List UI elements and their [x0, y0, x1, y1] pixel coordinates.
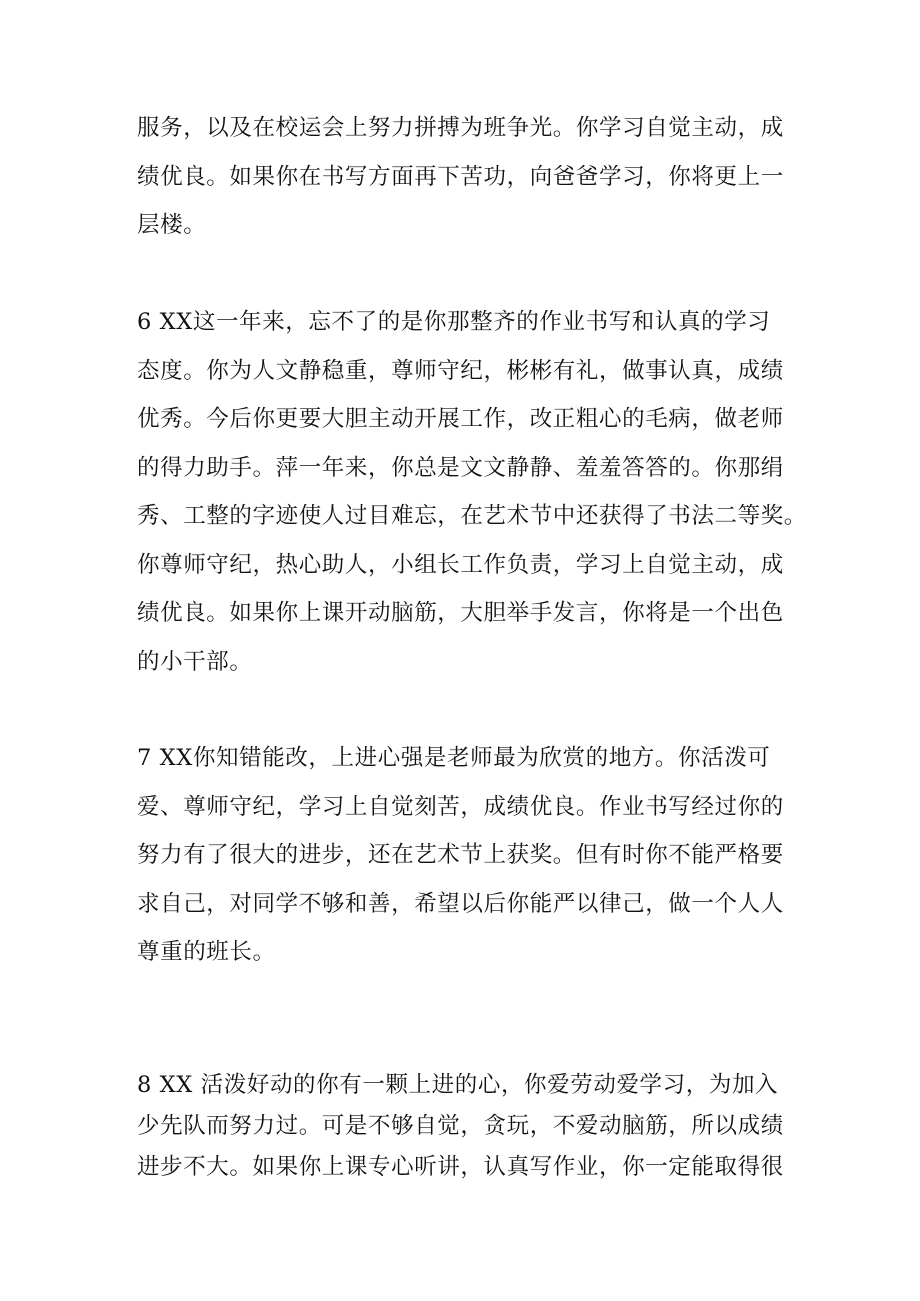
paragraph-comment-7	[137, 734, 787, 977]
paragraph-comment-6	[137, 298, 807, 686]
text-line: 绩优良。如果你上课开动脑筋，大胆举手发言，你将是一个出色	[137, 600, 784, 626]
text-line: 尊重的班长。	[137, 939, 276, 965]
text-line: 的小干部。	[137, 648, 253, 675]
text-line: 进步不大。如果你上课专心听讲，认真写作业，你一定能取得很	[137, 1154, 784, 1180]
text-line: 6 XX这一年来，忘不了的是你那整齐的作业书写和认真的学习	[137, 309, 771, 335]
text-line: 态度。你为人文静稳重，尊师守纪，彬彬有礼，做事认真，成绩	[137, 357, 784, 384]
text-line: 7 XX你知错能改，上进心强是老师最为欣赏的地方。你活泼可	[137, 745, 771, 771]
text-line: 求自己，对同学不够和善，希望以后你能严以律己，做一个人人	[137, 890, 784, 917]
text-line: 8 XX 活泼好动的你有一颗上进的心，你爱劳动爱学习，为加入	[137, 1072, 779, 1098]
text-line: 爱、尊师守纪，学习上自觉刻苦，成绩优良。作业书写经过你的	[137, 793, 784, 820]
paragraph-continuation	[137, 104, 787, 250]
text-line: 少先队而努力过。可是不够自觉，贪玩，不爱动脑筋，所以成绩	[137, 1113, 784, 1139]
text-line: 的得力助手。萍一年来，你总是文文静静、羞羞答答的。你那绢	[137, 454, 784, 481]
text-line: 你尊师守纪，热心助人，小组长工作负责，学习上自觉主动，成	[137, 551, 784, 578]
text-line: 层楼。	[137, 212, 207, 238]
text-line: 服务，以及在校运会上努力拼搏为班争光。你学习自觉主动，成	[137, 115, 784, 141]
text-line: 绩优良。如果你在书写方面再下苦功，向爸爸学习，你将更上一	[137, 163, 784, 190]
paragraph-comment-8	[137, 1065, 787, 1188]
text-line: 优秀。今后你更要大胆主动开展工作，改正粗心的毛病，做老师	[137, 406, 784, 432]
text-line: 努力有了很大的进步，还在艺术节上获奖。但有时你不能严格要	[137, 842, 784, 868]
text-line: 秀、工整的字迹使人过目难忘，在艺术节中还获得了书法二等奖。	[137, 503, 807, 529]
